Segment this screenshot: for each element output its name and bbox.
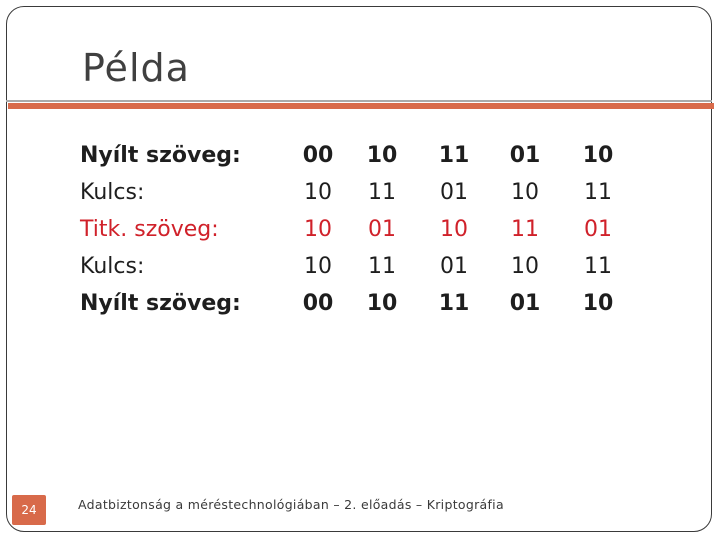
title-divider [6,100,712,102]
slide-title: Példa [82,46,190,90]
table-cell: 10 [304,180,332,205]
table-cell: 00 [302,291,334,316]
table-cell: 10 [511,180,539,205]
table-cell: 11 [584,254,612,279]
table-cell: 11 [438,291,470,316]
table-cell: 10 [304,254,332,279]
table-cell: 01 [509,143,541,168]
table-cell: 01 [368,217,396,242]
slide-footer: Adatbiztonság a méréstechnológiában – 2. előadás – Kriptográfia [78,497,504,512]
row-label: Nyílt szöveg: [80,291,241,316]
row-label: Kulcs: [80,180,145,205]
row-label: Kulcs: [80,254,145,279]
table-cell: 10 [582,143,614,168]
table-cell: 11 [368,180,396,205]
row-label: Nyílt szöveg: [80,143,241,168]
table-cell: 01 [509,291,541,316]
table-cell: 01 [440,180,468,205]
table-cell: 01 [584,217,612,242]
table-cell: 11 [368,254,396,279]
title-accent-bar [8,103,714,109]
table-cell: 11 [438,143,470,168]
table-cell: 10 [440,217,468,242]
table-cell: 01 [440,254,468,279]
table-cell: 10 [511,254,539,279]
table-cell: 10 [304,217,332,242]
table-cell: 00 [302,143,334,168]
table-cell: 11 [511,217,539,242]
page-number-badge: 24 [12,495,46,525]
table-cell: 10 [366,291,398,316]
table-cell: 11 [584,180,612,205]
row-label: Titk. szöveg: [80,217,219,242]
table-cell: 10 [582,291,614,316]
table-cell: 10 [366,143,398,168]
